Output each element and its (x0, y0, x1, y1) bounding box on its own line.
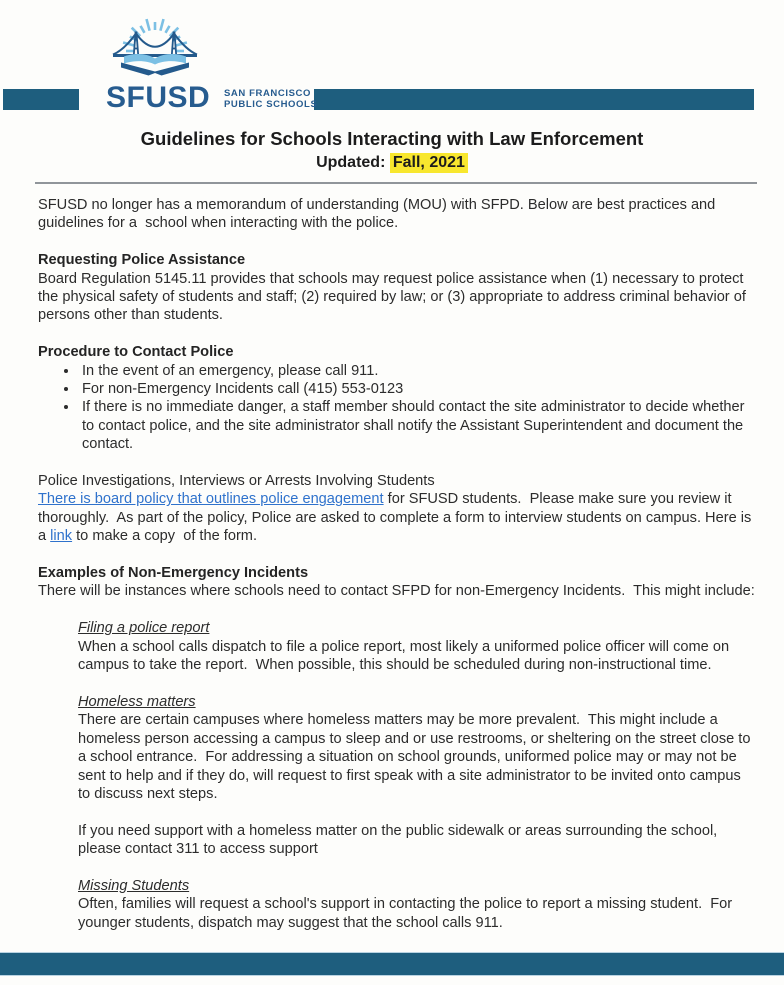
sfusd-wordmark: SFUSD (106, 81, 211, 114)
sfusd-logo-icon (95, 5, 215, 79)
page-title: Guidelines for Schools Interacting with Law Enforcement (140, 128, 644, 149)
procedure-bullet-list (38, 362, 756, 454)
examples-intro-paragraph: There will be instances where schools need to contact SFPD for non-Emergency Incidents. This might include: (38, 583, 755, 600)
subsection-title: Missing Students (78, 877, 190, 894)
police-investigations-paragraph (38, 490, 756, 545)
footer-bar (0, 952, 784, 976)
updated-highlight: Fall, 2021 (390, 153, 468, 173)
subsection-paragraph: When a school calls dispatch to file a police report, most likely a uniformed police officer will come on campus to take the report. When possible, this should be scheduled during non-instructional time. (78, 638, 734, 674)
subsection-homeless-matters (78, 693, 756, 859)
updated-label: Updated: (316, 154, 390, 171)
subsection-paragraph: If you need support with a homeless matter on the public sidewalk or areas surrounding the school, please contact 311 to access support (78, 822, 722, 858)
police-investigations-text-1: for SFUSD students. Please make sure you review it thoroughly. As part of the policy, Police are asked to complete a form to interview students on campus. Here is a (38, 491, 756, 545)
requesting-police-assistance-body: Board Regulation 5145.11 provides that schools may request police assistance when (1) necessary to protect the physical safety of students and staff; (2) required by law; or (3) appropriate to address criminal behavior of persons other than students. (38, 270, 750, 324)
org-name-line-1: SAN FRANCISCO (224, 88, 311, 99)
section-heading-procedure-to-contact-police: Procedure to Contact Police (38, 344, 234, 361)
form-copy-link[interactable]: link (50, 528, 73, 545)
header-bar-right (314, 89, 754, 110)
subsection-title: Filing a police report (78, 620, 210, 637)
board-policy-link[interactable]: There is board policy that outlines police engagement (38, 491, 384, 508)
subsection-paragraph: Often, families will request a school's support in contacting the police to report a missing student. For younger students, dispatch may suggest that the school calls 911. (78, 896, 737, 931)
org-name-line-2: PUBLIC SCHOOLS (224, 99, 318, 110)
section-heading-police-investigations: Police Investigations, Interviews or Arrests Involving Students (38, 473, 435, 490)
bullet-item: • If there is no immediate danger, a staff member should contact the site administrator to decide whether to contact police, and the site administrator shall notify the Assistant Superintendent and document the contact. (79, 398, 756, 453)
updated-line (0, 153, 784, 173)
document-body (38, 196, 756, 932)
bullet-item: • In the event of an emergency, please call 911. (79, 362, 756, 380)
police-investigations-text-2: to make a copy of the form. (72, 528, 258, 545)
intro-paragraph: SFUSD no longer has a memorandum of understanding (MOU) with SFPD. Below are best practices and guidelines for a school when interacting with the police. (38, 197, 720, 232)
subsection-paragraph: There are certain campuses where homeless matters may be more prevalent. This might include a homeless person accessing a campus to sleep and or use restrooms, or sheltering on the street close to a school entrance. For addressing a situation on school grounds, uniformed police may or may not be sent to help and if they do, will request to first speak with a site administrator to be invited onto campus to discuss next steps. (78, 712, 755, 802)
bullet-item: • For non-Emergency Incidents call (415) 553-0123 (79, 380, 756, 398)
header-bar-left (3, 89, 79, 110)
section-heading-examples-non-emergency: Examples of Non-Emergency Incidents (38, 565, 309, 582)
title-divider (35, 182, 757, 184)
subsection-missing-students (78, 877, 756, 932)
subsection-title: Homeless matters (78, 693, 196, 710)
letterhead (0, 0, 784, 120)
org-name (224, 88, 317, 110)
subsection-filing-a-police-report (78, 619, 756, 674)
section-heading-requesting-police-assistance: Requesting Police Assistance (38, 252, 246, 269)
